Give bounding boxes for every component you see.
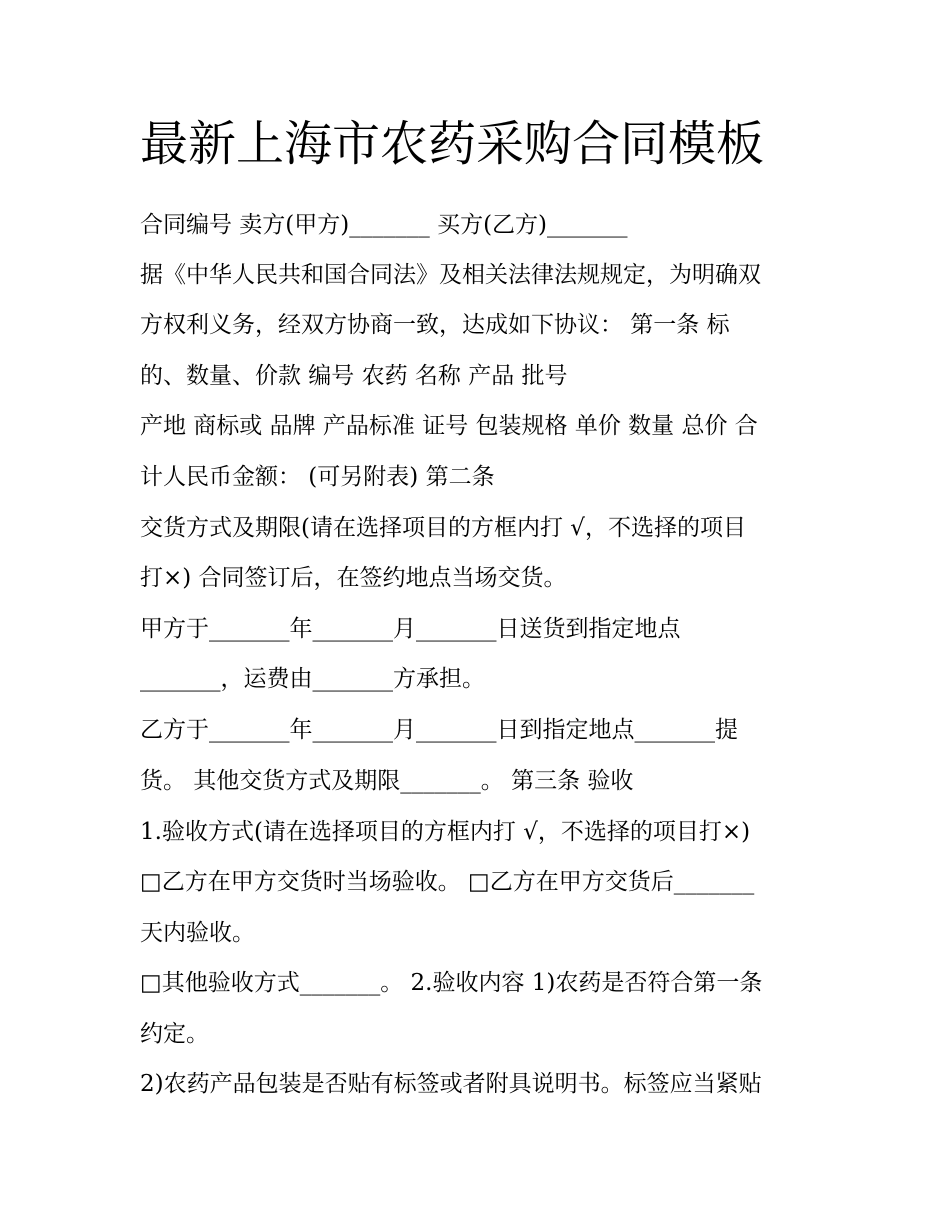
inspection-method-line: 1.验收方式(请在选择项目的方框内打 √，不选择的项目打×)	[140, 819, 751, 845]
article-one-line-3: 计人民币金额： (可另附表) 第二条	[140, 464, 495, 490]
inspection-content-line-2: 约定。	[140, 1021, 209, 1047]
preamble-line-1: 据《中华人民共和国合同法》及相关法律法规规定，为明确双	[140, 262, 761, 288]
inspection-option-line-1: □乙方在甲方交货时当场验收。 □乙方在甲方交货后_______	[140, 869, 755, 895]
buyer-pickup-line-2: 货。 其他交货方式及期限_______。 第三条 验收	[140, 768, 634, 794]
seller-delivery-line-2: _______，运费由_______方承担。	[140, 666, 485, 692]
inspection-content-line-1: □其他验收方式_______。 2.验收内容 1)农药是否符合第一条	[140, 970, 763, 996]
article-two-line-2: 打×) 合同签订后，在签约地点当场交货。	[140, 565, 567, 591]
article-one-line-1: 的、数量、价款 编号 农药 名称 产品 批号	[140, 363, 568, 389]
article-one-line-2: 产地 商标或 品牌 产品标准 证号 包装规格 单价 数量 总价 合	[140, 413, 758, 439]
seller-delivery-line-1: 甲方于_______年_______月_______日送货到指定地点	[140, 616, 681, 642]
label-requirement-line: 2)农药产品包装是否贴有标签或者附具说明书。标签应当紧贴	[140, 1071, 762, 1097]
preamble-line-2: 方权利义务，经双方协商一致，达成如下协议： 第一条 标	[140, 312, 730, 338]
article-two-line-1: 交货方式及期限(请在选择项目的方框内打 √，不选择的项目	[140, 515, 746, 541]
contract-number-parties-line: 合同编号 卖方(甲方)_______ 买方(乙方)_______	[140, 212, 628, 238]
buyer-pickup-line-1: 乙方于_______年_______月_______日到指定地点_______提	[140, 717, 738, 743]
inspection-option-line-2: 天内验收。	[140, 920, 255, 946]
document-title: 最新上海市农药采购合同模板	[140, 116, 765, 172]
